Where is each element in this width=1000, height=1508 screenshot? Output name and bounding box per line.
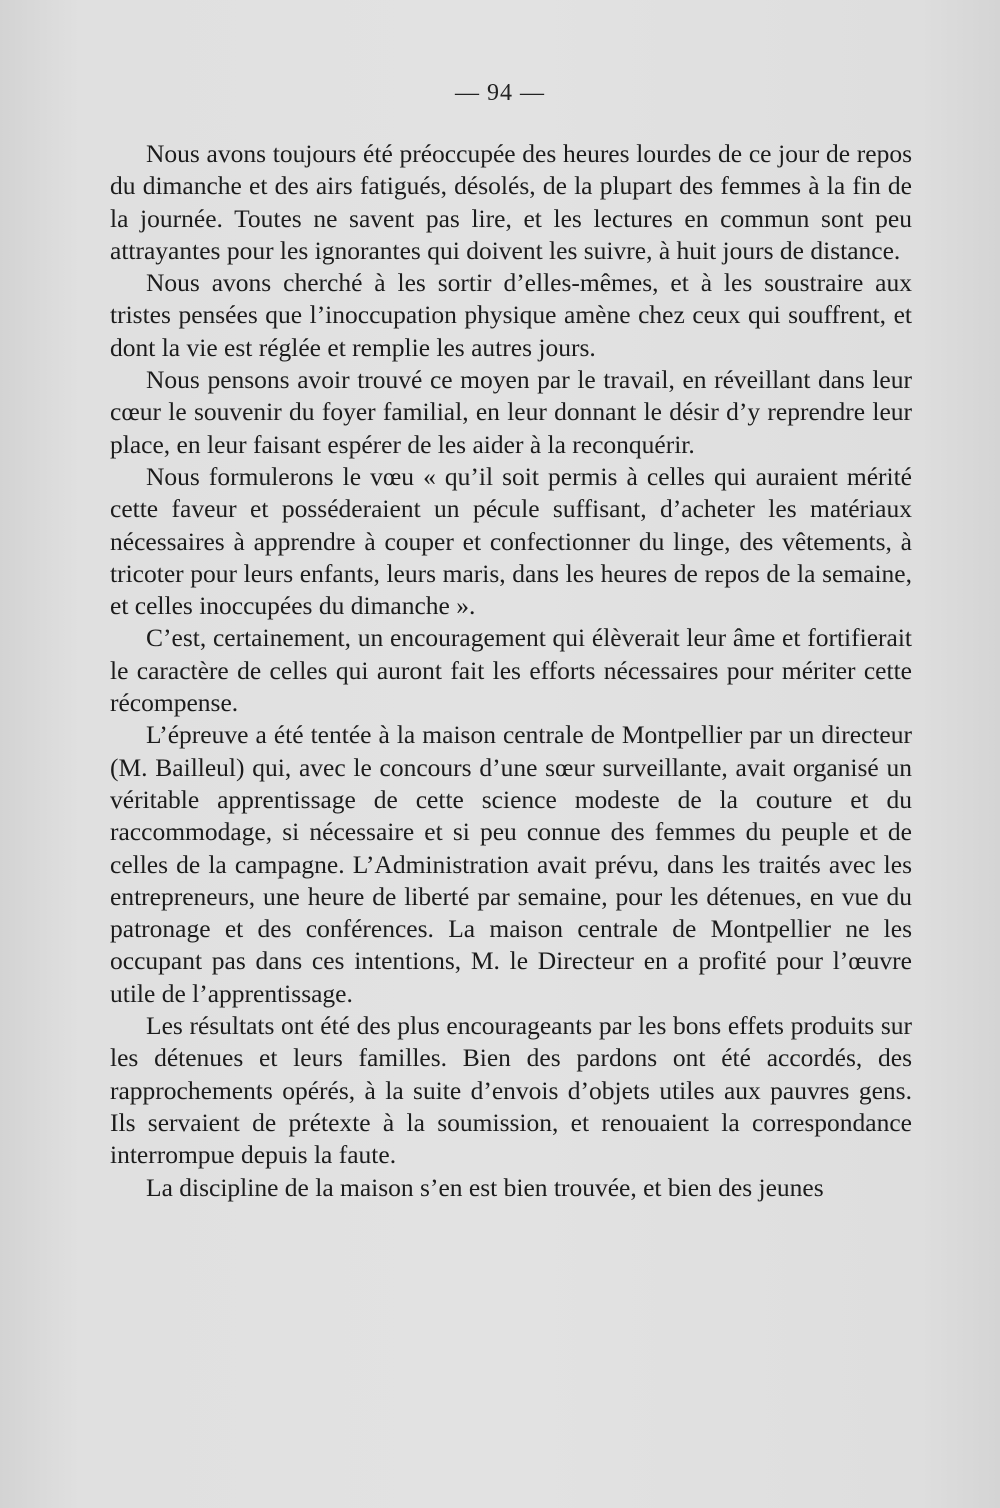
paragraph: Nous formulerons le vœu « qu’il soit permis à celles qui auraient mérité cette faveur et posséderaient un pécule suffisant, d’acheter les matériaux nécessaires à apprendre à couper et confectionner du linge, des vêtements, à tricoter pour leurs enfants, leurs maris, dans les heures de repos de la semaine, et celles inoccupées du dimanche ». bbox=[110, 461, 912, 621]
paragraph: C’est, certainement, un encouragement qui élèverait leur âme et fortifierait le caractère de celles qui auront fait les efforts nécessaires pour mériter cette récompense. bbox=[110, 623, 912, 718]
paragraph: Nous avons cherché à les sortir d’elles-mêmes, et à les soustraire aux tristes pensées que l’inoccupation physique amène chez ceux qui souffrent, et dont la vie est réglée et remplie les autres jours. bbox=[110, 268, 912, 362]
paragraph: Nous pensons avoir trouvé ce moyen par le travail, en réveillant dans leur cœur le souvenir du foyer familial, en leur donnant le désir d’y reprendre leur place, en leur faisant espérer de les aider à la reconquérir. bbox=[110, 365, 912, 459]
paragraph: Les résultats ont été des plus encourageants par les bons effets produits sur les détenues et leurs familles. Bien des pardons ont été accordés, des rapprochements opérés, à la suite d’envois d’objets utiles aux pauvres gens. Ils servaient de prétexte à la soumission, et renouaient la correspondance interrompue depuis la faute. bbox=[110, 1011, 912, 1170]
body-text bbox=[110, 138, 912, 1204]
paragraph: Nous avons toujours été préoccupée des heures lourdes de ce jour de repos du dimanche et des airs fatigués, désolés, de la plupart des femmes à la fin de la journée. Toutes ne savent pas lire, et les lectures en commun sont peu attrayantes pour les ignorantes qui doivent les suivre, à huit jours de distance. bbox=[110, 139, 912, 265]
page-number: — 94 — bbox=[455, 80, 545, 106]
paragraph: L’épreuve a été tentée à la maison centrale de Montpellier par un directeur (M. Bailleul) qui, avec le concours d’une sœur surveillante, avait organisé un véritable apprentissage de cette science modeste de la couture et du raccommodage, si nécessaire et si peu connue des femmes du peuple et de celles de la campagne. L’Administration avait prévu, dans les traités avec les entrepreneurs, une heure de liberté par semaine, pour les détenues, en vue du patronage et des conférences. La maison centrale de Montpellier ne les occupant pas dans ces intentions, M. le Directeur en a profité pour l’œuvre utile de l’apprentissage. bbox=[110, 720, 912, 1008]
paragraph-fragment: La discipline de la maison s’en est bien trouvée, et bien des jeunes bbox=[146, 1172, 824, 1202]
